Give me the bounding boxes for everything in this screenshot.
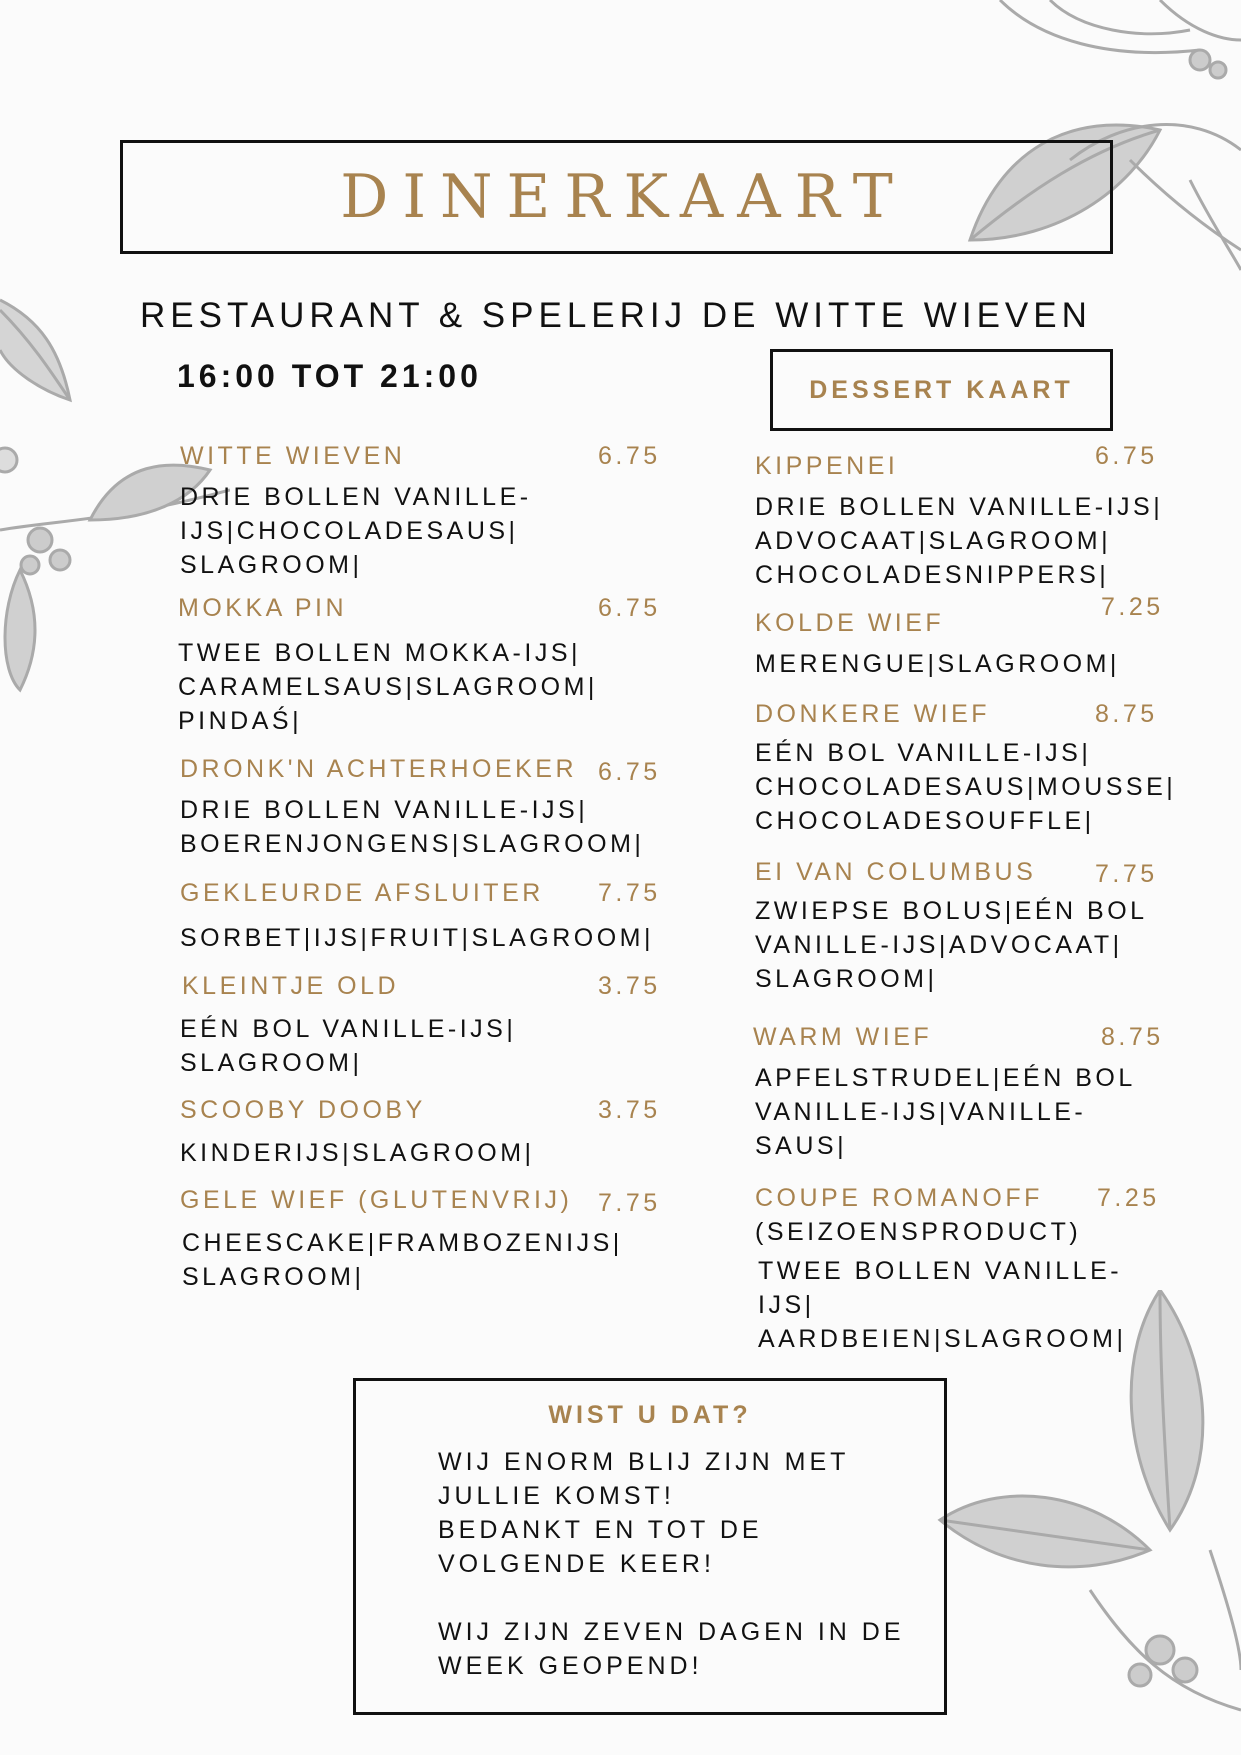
menu-item-description: SORBET|IJS|FRUIT|SLAGROOM| xyxy=(180,924,654,952)
menu-item-name: GEKLEURDE AFSLUITER xyxy=(180,879,544,907)
menu-item-price: 7.25 xyxy=(1097,1184,1160,1212)
menu-item-description: EÉN BOL VANILLE-IJS| SLAGROOM| xyxy=(180,1015,517,1077)
menu-item-price: 7.75 xyxy=(598,1189,661,1217)
menu-item-name: GELE WIEF (GLUTENVRIJ) xyxy=(180,1186,573,1214)
info-box-text: WIJ ENORM BLIJ ZIJN MET JULLIE KOMST! BEDANKT EN TOT DE VOLGENDE KEER! WIJ ZIJN ZEVEN DAGEN IN DE WEEK GEOPEND! xyxy=(438,1448,905,1680)
menu-item-name: WITTE WIEVEN xyxy=(180,442,406,470)
menu-item-description: EÉN BOL VANILLE-IJS| CHOCOLADESAUS|MOUSSE| CHOCOLADESOUFFLE| xyxy=(755,739,1177,835)
menu-item-name: COUPE ROMANOFF xyxy=(755,1184,1043,1212)
menu-item-description: TWEE BOLLEN MOKKA-IJS| CARAMELSAUS|SLAGROOM| PINDAŚ| xyxy=(178,639,598,735)
info-box xyxy=(353,1378,947,1715)
menu-item-price: 6.75 xyxy=(1095,442,1158,470)
menu-item-description: APFELSTRUDEL|EÉN BOL VANILLE-IJS|VANILLE- SAUS| xyxy=(755,1064,1136,1160)
menu-item-price: 6.75 xyxy=(598,758,661,786)
menu-item-price: 7.25 xyxy=(1101,593,1164,621)
menu-item-price: 3.75 xyxy=(598,1096,661,1124)
menu-item-price: 3.75 xyxy=(598,972,661,1000)
menu-item-name: WARM WIEF xyxy=(753,1023,933,1051)
leaf-illustration-bottom-right xyxy=(930,1290,1241,1755)
page-title: DINERKAART xyxy=(340,162,907,232)
menu-item-description: DRIE BOLLEN VANILLE- IJS|CHOCOLADESAUS| SLAGROOM| xyxy=(180,483,532,579)
menu-item-price: 7.75 xyxy=(1095,860,1158,888)
restaurant-name: RESTAURANT & SPELERIJ DE WITTE WIEVEN xyxy=(140,296,1092,335)
dessert-menu-label-text: DESSERT KAART xyxy=(809,375,1074,404)
menu-item-name: KIPPENEI xyxy=(755,452,899,480)
menu-item-description: DRIE BOLLEN VANILLE-IJS| ADVOCAAT|SLAGROOM| CHOCOLADESNIPPERS| xyxy=(755,493,1164,589)
menu-item-name: DONKERE WIEF xyxy=(755,700,991,728)
menu-item-name: KLEINTJE OLD xyxy=(182,972,400,1000)
menu-item-name: MOKKA PIN xyxy=(178,594,348,622)
menu-item-description: ZWIEPSE BOLUS|EÉN BOL VANILLE-IJS|ADVOCAAT| SLAGROOM| xyxy=(755,897,1148,993)
menu-item-name: SCOOBY DOOBY xyxy=(180,1096,426,1124)
menu-item-price: 6.75 xyxy=(598,442,661,470)
menu-item-name: DRONK'N ACHTERHOEKER xyxy=(180,755,578,783)
menu-item-description: TWEE BOLLEN VANILLE-IJS| AARDBEIEN|SLAGROOM| xyxy=(758,1257,1127,1353)
menu-item-description: CHEESCAKE|FRAMBOZENIJS| SLAGROOM| xyxy=(182,1229,623,1291)
menu-item-price: 8.75 xyxy=(1101,1023,1164,1051)
menu-item-price: 8.75 xyxy=(1095,700,1158,728)
title-frame xyxy=(120,140,1113,254)
menu-item-price: 7.75 xyxy=(598,879,661,907)
menu-item-description: DRIE BOLLEN VANILLE-IJS| BOERENJONGENS|SLAGROOM| xyxy=(180,796,645,858)
menu-item-description: KINDERIJS|SLAGROOM| xyxy=(180,1139,535,1167)
menu-item-note: (SEIZOENSPRODUCT) xyxy=(755,1218,1082,1246)
menu-item-description: MERENGUE|SLAGROOM| xyxy=(755,650,1120,678)
menu-item-name: EI VAN COLUMBUS xyxy=(755,858,1037,886)
menu-item-name: KOLDE WIEF xyxy=(755,609,945,637)
opening-hours: 16:00 TOT 21:00 xyxy=(177,358,482,394)
info-box-title: WIST U DAT? xyxy=(548,1401,752,1429)
dessert-menu-label xyxy=(770,349,1113,431)
menu-item-price: 6.75 xyxy=(598,594,661,622)
